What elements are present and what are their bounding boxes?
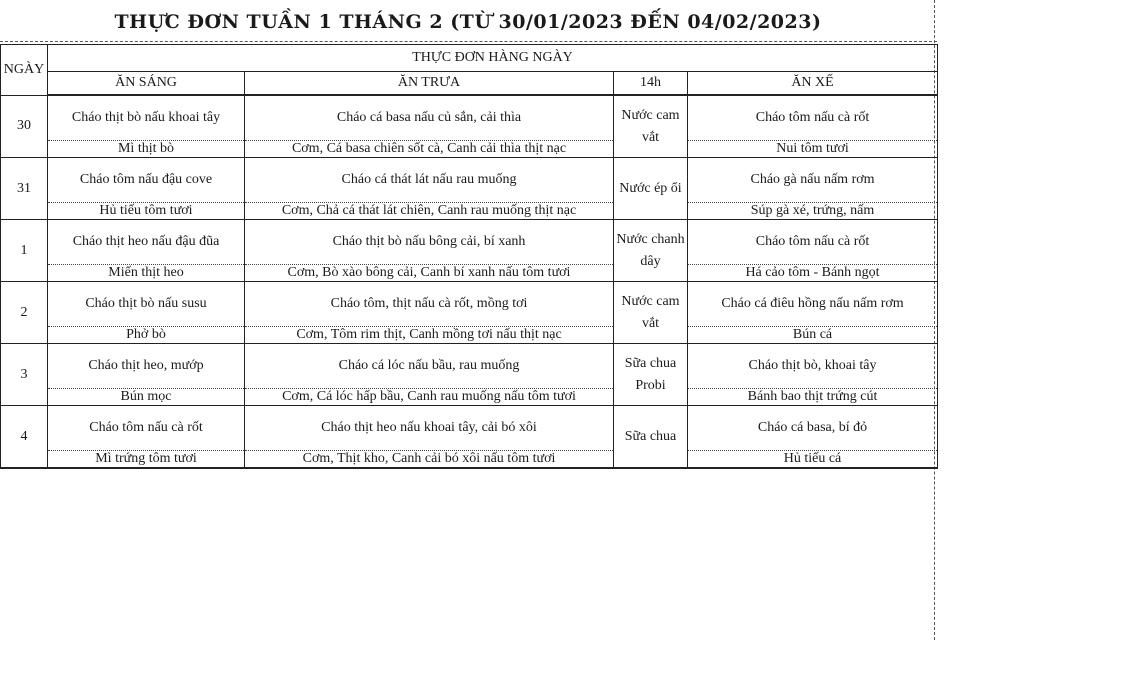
breakfast-cell: Mì trứng tôm tươi bbox=[48, 451, 245, 469]
lunch-cell: Cơm, Chả cá thát lát chiên, Canh rau muống thịt nạc bbox=[245, 203, 614, 220]
drink-cell: Sữa chua bbox=[614, 406, 688, 469]
lunch-cell: Cơm, Thịt kho, Canh cải bó xôi nấu tôm tươi bbox=[245, 451, 614, 469]
lunch-cell: Cơm, Cá basa chiên sốt cà, Canh cải thìa thịt nạc bbox=[245, 141, 614, 158]
snack-cell: Cháo cá basa, bí đỏ bbox=[688, 406, 938, 451]
table-row bbox=[1, 344, 938, 389]
drink-cell: Nước cam vắt bbox=[614, 95, 688, 158]
breakfast-cell: Cháo tôm nấu đậu cove bbox=[48, 158, 245, 203]
table-row bbox=[1, 141, 938, 158]
day-cell: 2 bbox=[1, 282, 48, 344]
breakfast-cell: Mì thịt bò bbox=[48, 141, 245, 158]
page-break-horizontal bbox=[0, 41, 937, 42]
drink-cell: Nước cam vắt bbox=[614, 282, 688, 344]
breakfast-cell: Hủ tiếu tôm tươi bbox=[48, 203, 245, 220]
breakfast-cell: Cháo thịt heo, mướp bbox=[48, 344, 245, 389]
lunch-cell: Cháo thịt bò nấu bông cải, bí xanh bbox=[245, 220, 614, 265]
breakfast-cell: Cháo tôm nấu cà rốt bbox=[48, 406, 245, 451]
lunch-cell: Cháo thịt heo nấu khoai tây, cải bó xôi bbox=[245, 406, 614, 451]
lunch-cell: Cháo cá basa nấu củ sắn, cải thìa bbox=[245, 95, 614, 141]
table-row bbox=[1, 389, 938, 406]
weekly-menu-table bbox=[0, 44, 938, 469]
table-row bbox=[1, 220, 938, 265]
snack-cell: Há cảo tôm - Bánh ngọt bbox=[688, 265, 938, 282]
breakfast-cell: Cháo thịt bò nấu susu bbox=[48, 282, 245, 327]
day-cell: 30 bbox=[1, 95, 48, 158]
table-row bbox=[1, 265, 938, 282]
header-afternoon: 14h bbox=[614, 72, 688, 96]
snack-cell: Cháo tôm nấu cà rốt bbox=[688, 95, 938, 141]
table-row bbox=[1, 327, 938, 344]
snack-cell: Cháo thịt bò, khoai tây bbox=[688, 344, 938, 389]
day-cell: 3 bbox=[1, 344, 48, 406]
drink-cell: Sữa chua Probi bbox=[614, 344, 688, 406]
lunch-cell: Cháo cá thát lát nấu rau muống bbox=[245, 158, 614, 203]
table-row bbox=[1, 406, 938, 451]
snack-cell: Cháo gà nấu nấm rơm bbox=[688, 158, 938, 203]
lunch-cell: Cơm, Tôm rim thịt, Canh mồng tơi nấu thịt nạc bbox=[245, 327, 614, 344]
page-title: THỰC ĐƠN TUẦN 1 THÁNG 2 (TỪ 30/01/2023 ĐẾN 04/02/2023) bbox=[114, 11, 822, 33]
menu-body bbox=[1, 95, 938, 468]
snack-cell: Bún cá bbox=[688, 327, 938, 344]
breakfast-cell: Phở bò bbox=[48, 327, 245, 344]
snack-cell: Cháo tôm nấu cà rốt bbox=[688, 220, 938, 265]
table-row bbox=[1, 203, 938, 220]
day-cell: 4 bbox=[1, 406, 48, 469]
breakfast-cell: Cháo thịt heo nấu đậu đũa bbox=[48, 220, 245, 265]
snack-cell: Nui tôm tươi bbox=[688, 141, 938, 158]
lunch-cell: Cơm, Bò xào bông cải, Canh bí xanh nấu tôm tươi bbox=[245, 265, 614, 282]
table-row bbox=[1, 451, 938, 469]
snack-cell: Bánh bao thịt trứng cút bbox=[688, 389, 938, 406]
table-row bbox=[1, 158, 938, 203]
day-cell: 31 bbox=[1, 158, 48, 220]
header-daily-menu: THỰC ĐƠN HÀNG NGÀY bbox=[48, 45, 938, 72]
table-row bbox=[1, 95, 938, 141]
header-day: NGÀY bbox=[1, 45, 48, 96]
lunch-cell: Cháo tôm, thịt nấu cà rốt, mồng tơi bbox=[245, 282, 614, 327]
snack-cell: Cháo cá điêu hồng nấu nấm rơm bbox=[688, 282, 938, 327]
breakfast-cell: Bún mọc bbox=[48, 389, 245, 406]
header-snack: ĂN XẾ bbox=[688, 72, 938, 96]
drink-cell: Nước chanh dây bbox=[614, 220, 688, 282]
breakfast-cell: Cháo thịt bò nấu khoai tây bbox=[48, 95, 245, 141]
header-lunch: ĂN TRƯA bbox=[245, 72, 614, 96]
lunch-cell: Cơm, Cá lóc hấp bầu, Canh rau muống nấu tôm tươi bbox=[245, 389, 614, 406]
drink-cell: Nước ép ổi bbox=[614, 158, 688, 220]
breakfast-cell: Miến thịt heo bbox=[48, 265, 245, 282]
table-row bbox=[1, 282, 938, 327]
snack-cell: Hủ tiếu cá bbox=[688, 451, 938, 469]
lunch-cell: Cháo cá lóc nấu bầu, rau muống bbox=[245, 344, 614, 389]
header-breakfast: ĂN SÁNG bbox=[48, 72, 245, 96]
snack-cell: Súp gà xé, trứng, nấm bbox=[688, 203, 938, 220]
day-cell: 1 bbox=[1, 220, 48, 282]
